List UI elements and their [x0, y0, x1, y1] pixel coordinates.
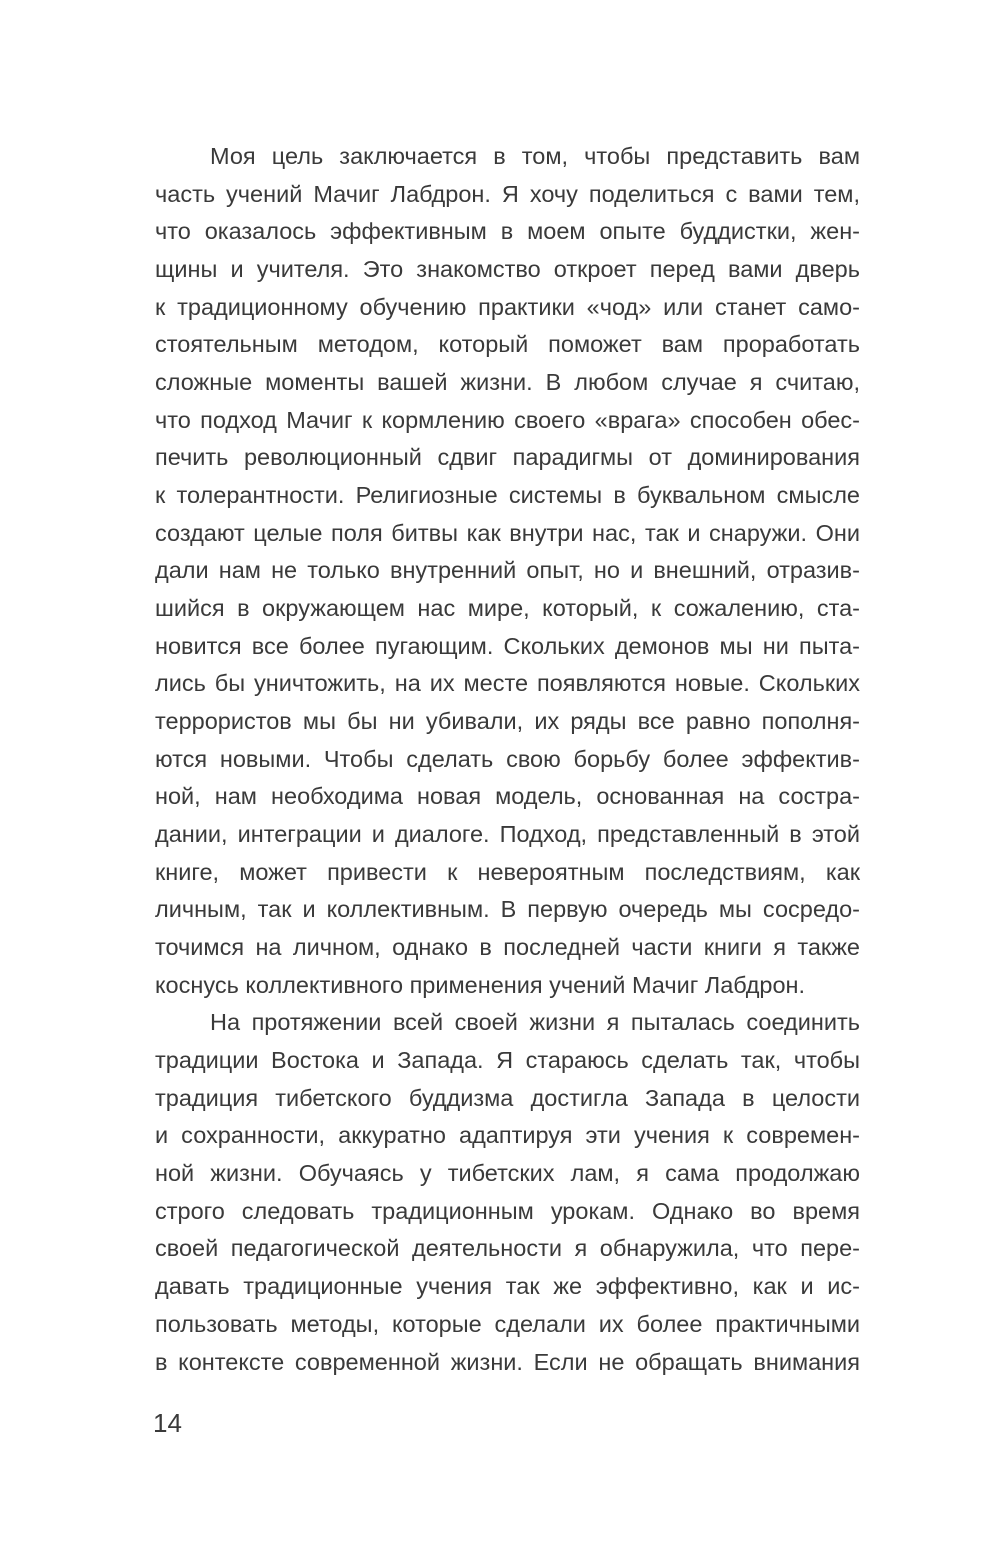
- text-line: коснусь коллективного применения учений Мачиг Лабдрон.: [155, 971, 806, 998]
- text-line: щины и учителя. Это знакомство откроет перед вами дверь: [155, 256, 860, 283]
- text-line: традиции Востока и Запада. Я стараюсь сделать так, чтобы: [155, 1047, 860, 1074]
- text-line: сложные моменты вашей жизни. В любом случае я считаю,: [155, 369, 860, 396]
- text-line: что оказалось эффективным в моем опыте буддистки, жен-: [155, 218, 860, 245]
- text-line: строго следовать традиционным урокам. Однако во время: [155, 1197, 860, 1224]
- text-line: стоятельным методом, который поможет вам проработать: [155, 331, 860, 358]
- text-line: дали нам не только внутренний опыт, но и внешний, отразив-: [155, 557, 860, 584]
- text-line: традиция тибетского буддизма достигла Запада в целости: [155, 1084, 860, 1111]
- text-line: к толерантности. Религиозные системы в буквальном смысле: [155, 482, 860, 509]
- page-number: 14: [153, 1408, 182, 1438]
- text-line: пользовать методы, которые сделали их более практичными: [155, 1310, 860, 1337]
- text-line: к традиционному обучению практики «чод» или станет само-: [155, 293, 860, 320]
- text-line: дании, интеграции и диалоге. Подход, представленный в этой: [155, 821, 860, 848]
- body-text: [155, 138, 860, 1381]
- text-line: и сохранности, аккуратно адаптируя эти учения к современ-: [155, 1122, 860, 1149]
- text-line: часть учений Мачиг Лабдрон. Я хочу поделиться с вами тем,: [155, 180, 860, 207]
- text-line: точимся на личном, однако в последней части книги я также: [155, 934, 860, 961]
- text-line: в контексте современной жизни. Если не обращать внимания: [155, 1348, 860, 1375]
- text-line: давать традиционные учения так же эффективно, как и ис-: [155, 1273, 860, 1300]
- text-line: своей педагогической деятельности я обнаружила, что пере-: [155, 1235, 860, 1262]
- text-line: террористов мы бы ни убивали, их ряды все равно пополня-: [155, 708, 860, 735]
- text-line: что подход Мачиг к кормлению своего «врага» способен обес-: [155, 406, 860, 433]
- text-line: На протяжении всей своей жизни я пыталась соединить: [210, 1009, 860, 1036]
- text-line: печить революционный сдвиг парадигмы от доминирования: [155, 444, 860, 471]
- text-line: Моя цель заключается в том, чтобы представить вам: [210, 143, 860, 169]
- text-line: ются новыми. Чтобы сделать свою борьбу более эффектив-: [155, 745, 860, 772]
- text-line: личным, так и коллективным. В первую очередь мы сосредо-: [155, 896, 860, 923]
- text-line: книге, может привести к невероятным последствиям, как: [155, 858, 860, 885]
- text-line: создают целые поля битвы как внутри нас, так и снаружи. Они: [155, 519, 860, 546]
- text-line: шийся в окружающем нас мире, который, к сожалению, ста-: [155, 595, 860, 622]
- text-line: ной, нам необходима новая модель, основанная на состра-: [155, 783, 860, 810]
- text-line: лись бы уничтожить, на их месте появляются новые. Скольких: [155, 670, 860, 697]
- text-line: новится все более пугающим. Скольких демонов мы ни пыта-: [155, 632, 860, 659]
- text-line: ной жизни. Обучаясь у тибетских лам, я сама продолжаю: [155, 1160, 860, 1187]
